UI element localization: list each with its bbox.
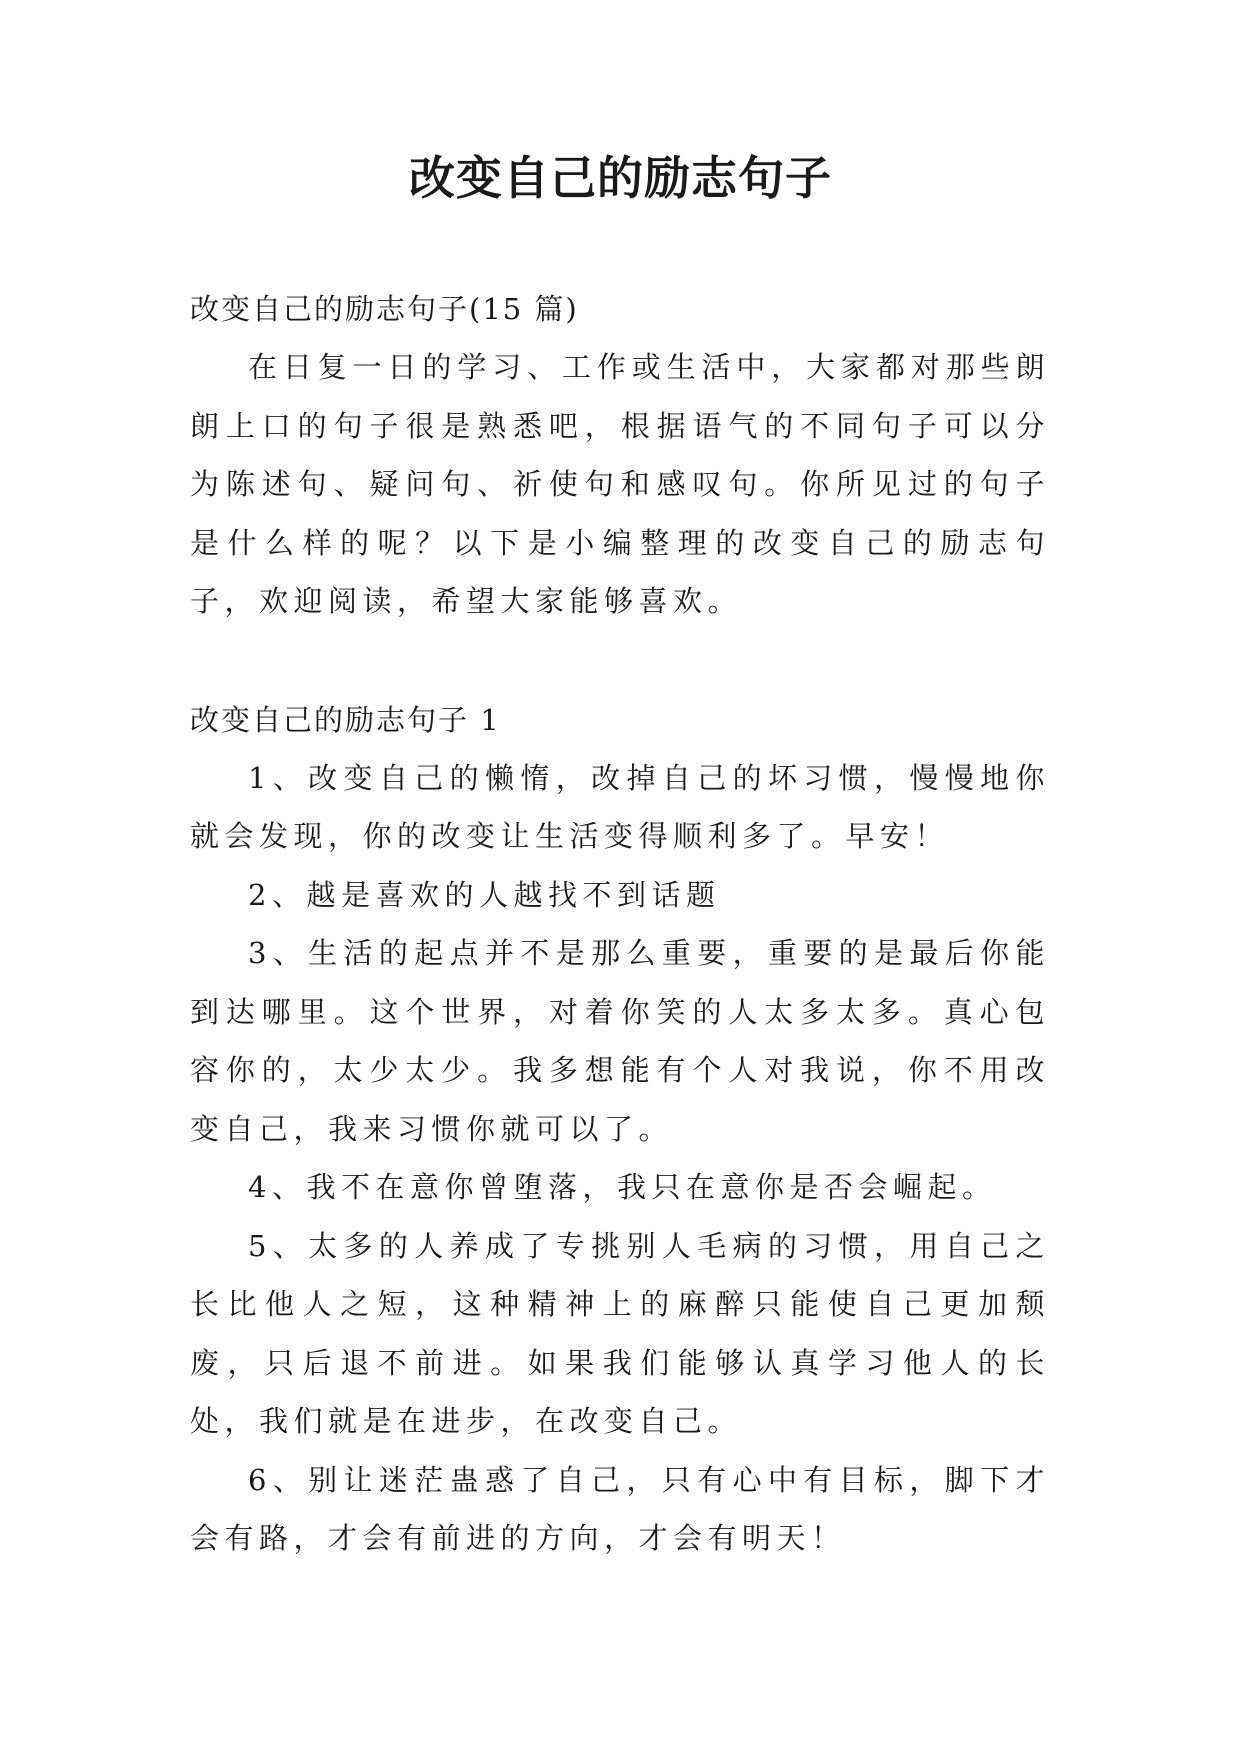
section-heading: 改变自己的励志句子 1 <box>190 702 501 737</box>
list-item: 4、我不在意你曾堕落，我只在意你是否会崛起。 <box>248 1170 997 1204</box>
list-item: 1、改变自己的懒惰，改掉自己的坏习惯，慢慢地你就会发现，你的改变让生活变得顺利多了。早安！ <box>190 760 1050 853</box>
list-item: 6、别让迷茫蛊惑了自己，只有心中有目标，脚下才会有路，才会有前进的方向，才会有明天！ <box>190 1462 1050 1555</box>
section-spacer <box>190 631 1050 691</box>
list-item: 2、越是喜欢的人越找不到话题 <box>248 877 721 912</box>
list-item: 3、生活的起点并不是那么重要，重要的是最后你能到达哪里。这个世界，对着你笑的人太多太多。真心包容你的，太少太少。我多想能有个人对我说，你不用改变自己，我来习惯你就可以了。 <box>190 936 1050 1146</box>
document-title: 改变自己的励志句子 <box>409 151 832 205</box>
document-subtitle: 改变自己的励志句子(15 篇) <box>190 292 579 326</box>
intro-paragraph: 在日复一日的学习、工作或生活中，大家都对那些朗朗上口的句子很是熟悉吧，根据语气的不同句子可以分为陈述句、疑问句、祈使句和感叹句。你所见过的句子是什么样的呢？以下是小编整理的改变自己的励志句子，欢迎阅读，希望大家能够喜欢。 <box>190 350 1050 618</box>
list-item: 5、太多的人养成了专挑别人毛病的习惯，用自己之长比他人之短，这种精神上的麻醉只能使自己更加颓废，只后退不前进。如果我们能够认真学习他人的长处，我们就是在进步，在改变自己。 <box>190 1228 1050 1438</box>
document-body <box>190 280 1050 1568</box>
